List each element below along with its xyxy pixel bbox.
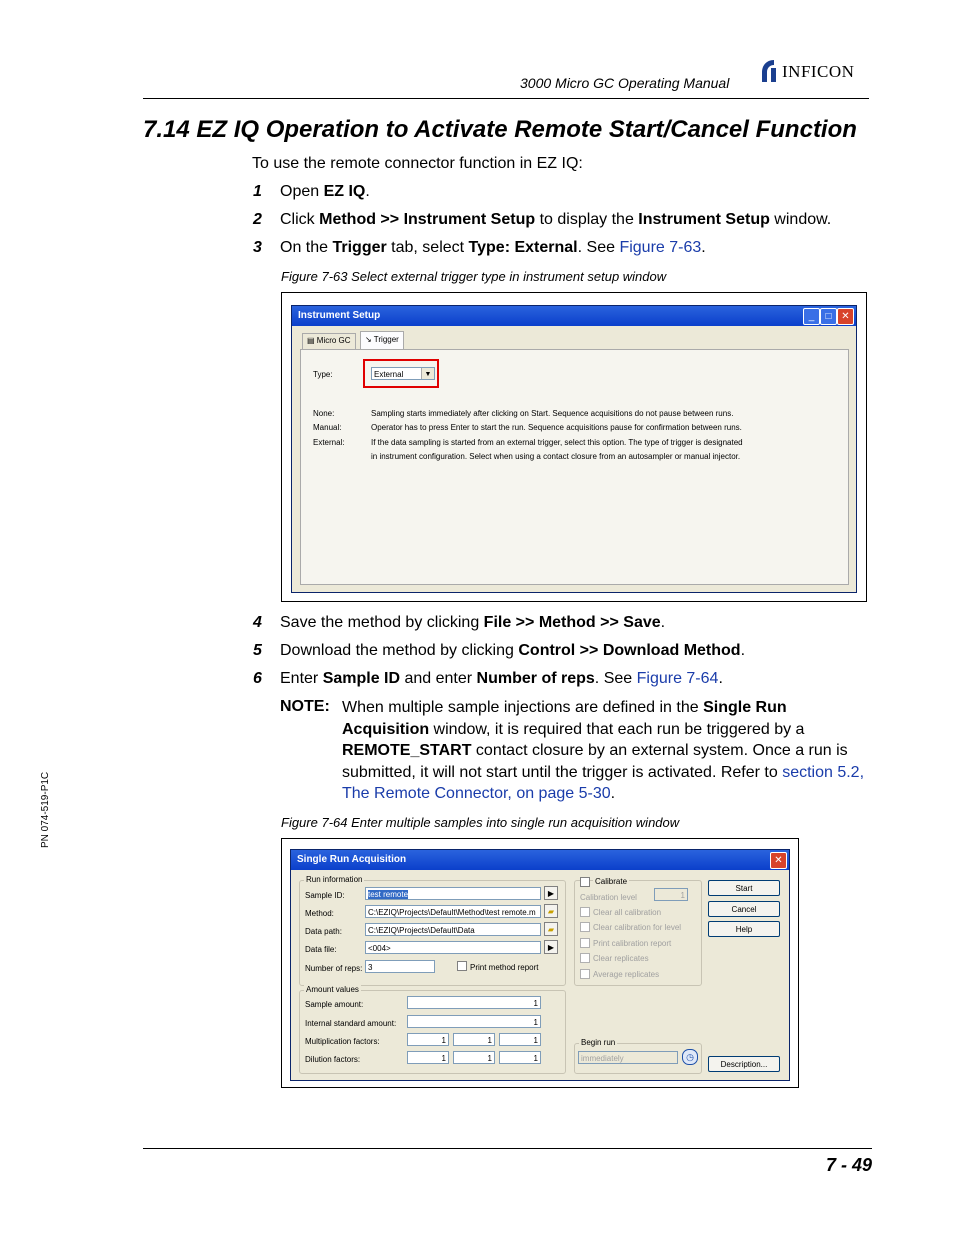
data-path-label: Data path: [305, 927, 342, 936]
clock-icon[interactable]: ◷ [682, 1049, 698, 1065]
step-3: On the Trigger tab, select Type: External. See Figure 7-63. [280, 239, 706, 256]
data-file-input[interactable]: <004> [365, 941, 541, 954]
step-number: 5 [253, 642, 262, 659]
cal-level-label: Calibration level [580, 893, 637, 902]
type-select[interactable]: External ▼ [371, 367, 435, 380]
play-arrow-icon[interactable]: ▶ [544, 886, 558, 900]
step-number: 6 [253, 670, 262, 687]
cancel-button[interactable]: Cancel [708, 901, 780, 917]
trigger-tab-panel [300, 349, 849, 585]
page-number: 7 - 49 [825, 1155, 872, 1175]
type-label: Type: [313, 370, 333, 379]
reps-label: Number of reps: [305, 964, 363, 973]
method-label: Method: [305, 909, 334, 918]
manual-title: 3000 Micro GC Operating Manual [520, 75, 730, 91]
logo-text: INFICON [782, 62, 855, 81]
desc-value: If the data sampling is started from an external trigger, select this option. The type of trigger is designated [371, 438, 743, 447]
step-1: Open EZ IQ. [280, 183, 370, 200]
print-cal-checkbox[interactable] [580, 938, 590, 948]
clear-rep-label: Clear replicates [593, 954, 649, 963]
section-5-2-link[interactable]: section 5.2, The Remote Connector, on page 5-30 [342, 763, 865, 803]
micro-gc-icon: ▤ [307, 336, 317, 345]
begin-run-input[interactable]: immediately [578, 1051, 678, 1064]
single-run-window [290, 849, 790, 1081]
avg-rep-label: Average replicates [593, 970, 660, 979]
desc-key: Manual: [313, 423, 342, 432]
figure-7-63-link[interactable]: Figure 7-63 [619, 239, 702, 256]
data-file-label: Data file: [305, 945, 337, 954]
reps-input[interactable]: 3 [365, 960, 435, 973]
sample-amount-label: Sample amount: [305, 1000, 364, 1009]
figure-7-64 [281, 838, 799, 1088]
step-number: 3 [253, 239, 262, 256]
figure-7-63 [281, 292, 867, 602]
method-input[interactable]: C:\EZIQ\Projects\Default\Method\test remote.m [365, 905, 541, 918]
mult-factors-label: Multiplication factors: [305, 1037, 380, 1046]
group-label: Amount values [306, 985, 359, 994]
step-5: Download the method by clicking Control >> Download Method. [280, 642, 746, 659]
inficon-logo [760, 58, 875, 86]
description-button[interactable]: Description... [708, 1056, 780, 1072]
window-title: Single Run Acquisition [291, 850, 789, 870]
step-6: Enter Sample ID and enter Number of reps. See Figure 7-64. [280, 670, 723, 687]
section-title: 7.14 EZ IQ Operation to Activate Remote Start/Cancel Function [143, 116, 857, 143]
tab-micro-gc[interactable]: ▤ Micro GC [302, 333, 356, 349]
intro-text: To use the remote connector function in EZ IQ: [252, 155, 583, 172]
group-label: Begin run [581, 1038, 616, 1047]
group-label: Run information [306, 875, 363, 884]
figure-caption: Figure 7-64 Enter multiple samples into single run acquisition window [281, 815, 680, 830]
start-button[interactable]: Start [708, 880, 780, 896]
play-arrow-icon[interactable]: ▶ [544, 940, 558, 954]
folder-icon[interactable]: ▰ [544, 904, 558, 918]
figure-caption: Figure 7-63 Select external trigger type in instrument setup window [281, 269, 667, 284]
mult-factor-input[interactable]: 1 [407, 1033, 449, 1046]
clear-all-checkbox[interactable] [580, 907, 590, 917]
instrument-setup-window [291, 305, 857, 593]
clear-level-label: Clear calibration for level [593, 923, 682, 932]
sample-id-input[interactable]: test remote [365, 887, 541, 900]
dil-factor-input[interactable]: 1 [499, 1051, 541, 1064]
inficon-logo-icon [760, 58, 780, 84]
header-rule [143, 98, 869, 99]
print-method-checkbox[interactable] [457, 961, 467, 971]
dil-factor-input[interactable]: 1 [453, 1051, 495, 1064]
tab-trigger[interactable]: ↘ Trigger [360, 331, 404, 350]
desc-key: External: [313, 438, 345, 447]
step-number: 4 [253, 614, 262, 631]
calibrate-checkbox[interactable] [580, 877, 590, 887]
dil-factors-label: Dilution factors: [305, 1055, 361, 1064]
cal-level-input[interactable]: 1 [654, 888, 688, 901]
avg-rep-checkbox[interactable] [580, 969, 590, 979]
footer-rule [143, 1148, 872, 1149]
maximize-icon[interactable]: □ [820, 308, 837, 325]
data-path-input[interactable]: C:\EZIQ\Projects\Default\Data [365, 923, 541, 936]
sample-id-label: Sample ID: [305, 891, 345, 900]
clear-level-checkbox[interactable] [580, 922, 590, 932]
mult-factor-input[interactable]: 1 [453, 1033, 495, 1046]
print-cal-label: Print calibration report [593, 939, 672, 948]
step-2: Click Method >> Instrument Setup to display the Instrument Setup window. [280, 211, 832, 228]
clear-all-label: Clear all calibration [593, 908, 662, 917]
close-icon[interactable]: ✕ [770, 852, 787, 869]
desc-value: Operator has to press Enter to start the run. Sequence acquisitions pause for confirmation between runs. [371, 423, 742, 432]
chevron-down-icon: ▼ [421, 368, 434, 379]
folder-icon[interactable]: ▰ [544, 922, 558, 936]
step-number: 2 [253, 211, 262, 228]
desc-key: None: [313, 409, 335, 418]
step-number: 1 [253, 183, 262, 200]
calibrate-label: Calibrate [595, 877, 628, 886]
step-4: Save the method by clicking File >> Method >> Save. [280, 614, 666, 631]
window-title: Instrument Setup [292, 306, 856, 326]
print-method-label: Print method report [470, 963, 539, 972]
internal-std-label: Internal standard amount: [305, 1019, 397, 1028]
minimize-icon[interactable]: _ [803, 308, 820, 325]
close-icon[interactable]: ✕ [837, 308, 854, 325]
note-label: NOTE: [280, 698, 330, 715]
help-button[interactable]: Help [708, 921, 780, 937]
dil-factor-input[interactable]: 1 [407, 1051, 449, 1064]
desc-value: Sampling starts immediately after clicking on Start. Sequence acquisitions do not pause between runs. [371, 409, 734, 418]
desc-value: in instrument configuration. Select when using a contact closure from an autosampler or manual injector. [371, 452, 741, 461]
note-text: When multiple sample injections are defined in the Single Run Acquisition window, it is required that each run be triggered by a REMOTE_START contact closure by an external system. Once a run is submitted, it will not start until the trigger is activated. Refer to section 5.2, The Remote Connector, on page 5-30. [342, 699, 865, 803]
figure-7-64-link[interactable]: Figure 7-64 [636, 670, 719, 687]
sample-amount-input[interactable]: 1 [407, 996, 541, 1009]
clear-rep-checkbox[interactable] [580, 953, 590, 963]
trigger-icon: ↘ [365, 335, 374, 344]
mult-factor-input[interactable]: 1 [499, 1033, 541, 1046]
internal-std-input[interactable]: 1 [407, 1015, 541, 1028]
part-number: PN 074-519-P1C [40, 771, 51, 848]
